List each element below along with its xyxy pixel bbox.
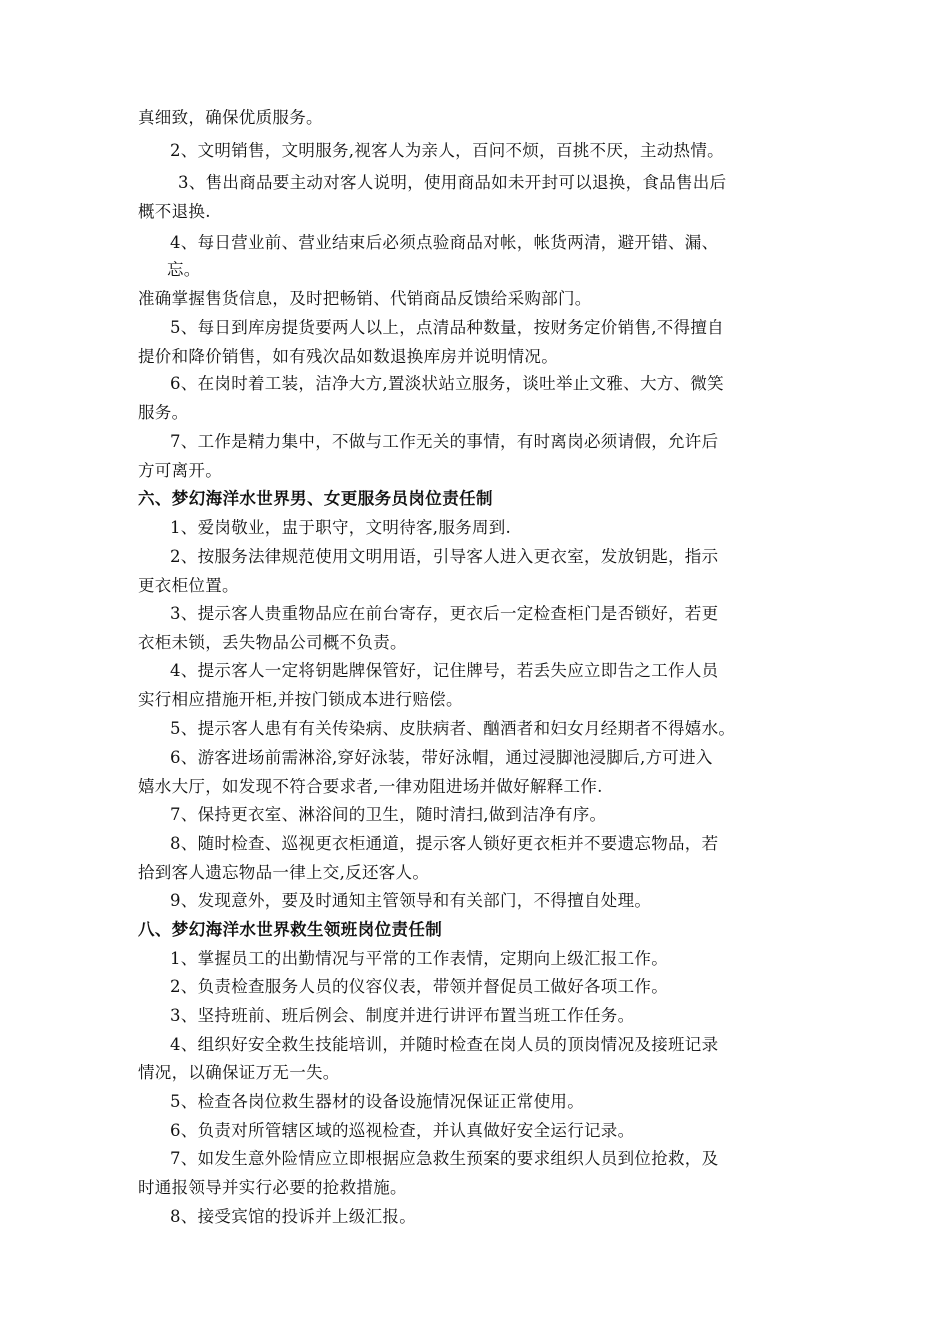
text-line: 服务。 — [138, 403, 189, 422]
text-line: 8、随时检查、巡视更衣柜通道，提示客人锁好更衣柜并不要遗忘物品，若 — [170, 834, 719, 853]
text-line: 5、每日到库房提货要两人以上，点清品种数量，按财务定价销售,不得擅自 — [170, 318, 724, 337]
text-line: 准确掌握售货信息，及时把畅销、代销商品反馈给采购部门。 — [138, 289, 592, 308]
text-line: 实行相应措施开柜,并按门锁成本进行赔偿。 — [138, 690, 463, 709]
text-line: 2、负责检查服务人员的仪容仪表，带领并督促员工做好各项工作。 — [170, 977, 668, 996]
text-line: 7、保持更衣室、淋浴间的卫生，随时清扫,做到洁净有序。 — [170, 805, 607, 824]
text-line: 9、发现意外，要及时通知主管领导和有关部门，不得擅自处理。 — [170, 891, 652, 910]
text-line: 6、在岗时着工装，洁净大方,置淡状站立服务，谈吐举止文雅、大方、微笑 — [170, 374, 724, 393]
text-line: 提价和降价销售，如有残次品如数退换库房并说明情况。 — [138, 347, 558, 366]
text-line: 2、文明销售，文明服务,视客人为亲人，百问不烦，百挑不厌，主动热情。 — [170, 141, 724, 160]
text-line: 拾到客人遗忘物品一律上交,反还客人。 — [138, 863, 430, 882]
text-line: 情况，以确保证万无一失。 — [138, 1063, 340, 1082]
text-line: 1、掌握员工的出勤情况与平常的工作表情，定期向上级汇报工作。 — [170, 949, 668, 968]
text-line: 概不退换. — [138, 202, 211, 221]
text-line: 4、提示客人一定将钥匙牌保管好，记住牌号，若丢失应立即告之工作人员 — [170, 661, 719, 680]
text-line: 6、负责对所管辖区域的巡视检查，并认真做好安全运行记录。 — [170, 1121, 635, 1140]
text-line: 3、坚持班前、班后例会、制度并进行讲评布置当班工作任务。 — [170, 1006, 635, 1025]
text-line: 3、售出商品要主动对客人说明，使用商品如未开封可以退换，食品售出后 — [178, 173, 727, 192]
text-line: 方可离开。 — [138, 461, 222, 480]
text-line: 忘。 — [167, 260, 201, 279]
text-line: 嬉水大厅，如发现不符合要求者,一律劝阻进场并做好解释工作. — [138, 777, 603, 796]
text-line: 6、游客进场前需淋浴,穿好泳装，带好泳帽，通过浸脚池浸脚后,方可进入 — [170, 748, 713, 767]
text-line: 4、组织好安全救生技能培训，并随时检查在岗人员的顶岗情况及接班记录 — [170, 1035, 719, 1054]
text-line: 更衣柜位置。 — [138, 576, 239, 595]
text-line: 7、如发生意外险情应立即根据应急救生预案的要求组织人员到位抢救，及 — [170, 1149, 719, 1168]
section-heading: 八、梦幻海洋水世界救生领班岗位责任制 — [138, 920, 443, 939]
text-line: 2、按服务法律规范使用文明用语，引导客人进入更衣室，发放钥匙，指示 — [170, 547, 719, 566]
text-line: 时通报领导并实行必要的抢救措施。 — [138, 1178, 407, 1197]
text-line: 3、提示客人贵重物品应在前台寄存，更衣后一定检查柜门是否锁好，若更 — [170, 604, 719, 623]
text-line: 4、每日营业前、营业结束后必须点验商品对帐，帐货两清，避开错、漏、 — [170, 233, 719, 252]
text-line: 8、接受宾馆的投诉并上级汇报。 — [170, 1207, 416, 1226]
text-line: 1、爱岗敬业，盅于职守，文明待客,服务周到. — [170, 518, 512, 537]
section-heading: 六、梦幻海洋水世界男、女更服务员岗位责任制 — [138, 489, 493, 508]
text-line: 衣柜未锁，丢失物品公司概不负责。 — [138, 633, 407, 652]
text-line: 7、工作是精力集中，不做与工作无关的事情，有时离岗必须请假，允许后 — [170, 432, 719, 451]
text-line: 5、提示客人患有有关传染病、皮肤病者、酗酒者和妇女月经期者不得嬉水。 — [170, 719, 736, 738]
text-line: 真细致，确保优质服务。 — [138, 108, 323, 127]
text-line: 5、检查各岗位救生器材的设备设施情况保证正常使用。 — [170, 1092, 584, 1111]
